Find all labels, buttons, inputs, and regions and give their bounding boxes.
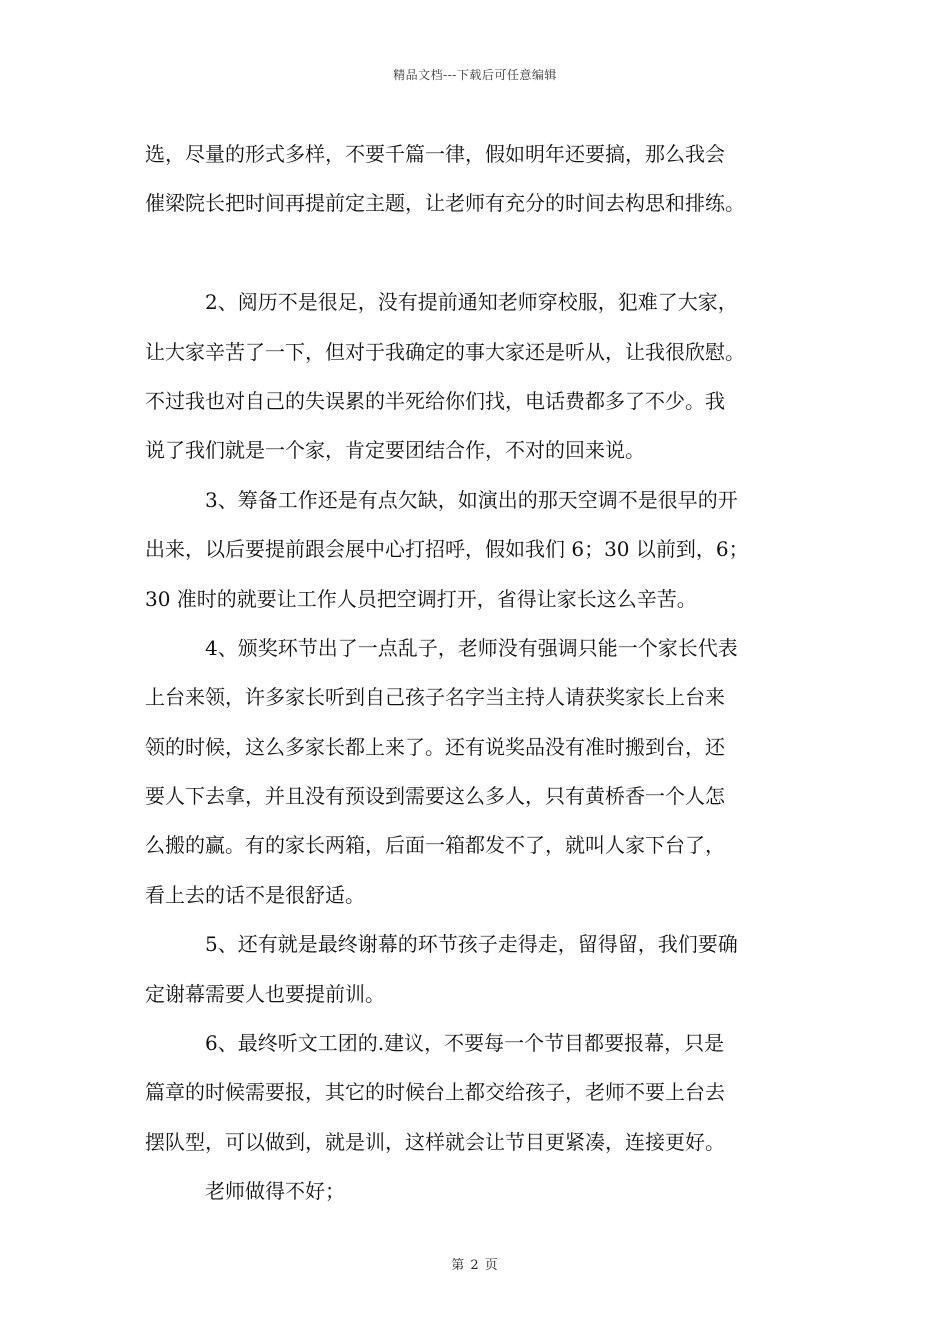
text-line: 老师做得不好； xyxy=(205,1179,345,1204)
text-line: 30 准时的就要让工作人员把空调打开，省得让家长这么辛苦。 xyxy=(145,586,697,611)
paragraph-item-2 xyxy=(145,278,825,476)
text-line: 3、筹备工作还是有点欠缺，如演出的那天空调不是很早的开 xyxy=(205,487,738,512)
paragraph-item-4 xyxy=(145,624,825,920)
page-header: 精品文档---下载后可任意编辑 xyxy=(393,68,557,82)
text-line: 定谢幕需要人也要提前训。 xyxy=(145,981,385,1006)
text-line: 4、颁奖环节出了一点乱子，老师没有强调只能一个家长代表 xyxy=(205,635,738,660)
text-line: 要人下去拿，并且没有预设到需要这么多人，只有黄桥香一个人怎 xyxy=(145,784,725,809)
text-line: 5、还有就是最终谢幕的环节孩子走得走，留得留，我们要确 xyxy=(205,932,738,957)
text-line: 摆队型，可以做到，就是训，这样就会让节目更紧凑，连接更好。 xyxy=(145,1129,725,1154)
paragraph-item-5 xyxy=(145,920,825,1019)
text-line: 不过我也对自己的失误累的半死给你们找，电话费都多了不少。我 xyxy=(145,388,725,413)
text-line: 让大家辛苦了一下，但对于我确定的事大家还是听从，让我很欣慰。 xyxy=(145,339,745,364)
text-line: 么搬的赢。有的家长两箱，后面一箱都发不了，就叫人家下台了， xyxy=(145,833,725,858)
paragraph-closing xyxy=(145,1167,825,1216)
text-line: 看上去的话不是很舒适。 xyxy=(145,882,365,907)
text-line: 选，尽量的形式多样，不要千篇一律，假如明年还要搞，那么我会 xyxy=(145,142,725,166)
document-body xyxy=(145,130,825,1217)
text-line: 上台来领，许多家长听到自己孩子名字当主持人请获奖家长上台来 xyxy=(145,685,725,710)
text-line: 6、最终听文工团的.建议，不要每一个节目都要报幕，只是 xyxy=(205,1031,725,1056)
text-line: 2、阅历不是很足，没有提前通知老师穿校服，犯难了大家， xyxy=(205,290,738,315)
page-number: 第 2 页 xyxy=(451,1258,499,1273)
paragraph-item-3 xyxy=(145,476,825,624)
text-line: 领的时候，这么多家长都上来了。还有说奖品没有准时搬到台，还 xyxy=(145,734,725,759)
text-line: 篇章的时候需要报，其它的时候台上都交给孩子，老师不要上台去 xyxy=(145,1080,725,1105)
paragraph-item-6 xyxy=(145,1019,825,1167)
paragraph-continuation xyxy=(145,130,825,229)
paragraph-gap xyxy=(145,229,825,278)
text-line: 说了我们就是一个家，肯定要团结合作，不对的回来说。 xyxy=(145,438,645,463)
text-line: 催梁院长把时间再提前定主题，让老师有充分的时间去构思和排练。 xyxy=(145,191,745,216)
text-line: 出来，以后要提前跟会展中心打招呼，假如我们 6；30 以前到，6； xyxy=(145,537,749,562)
